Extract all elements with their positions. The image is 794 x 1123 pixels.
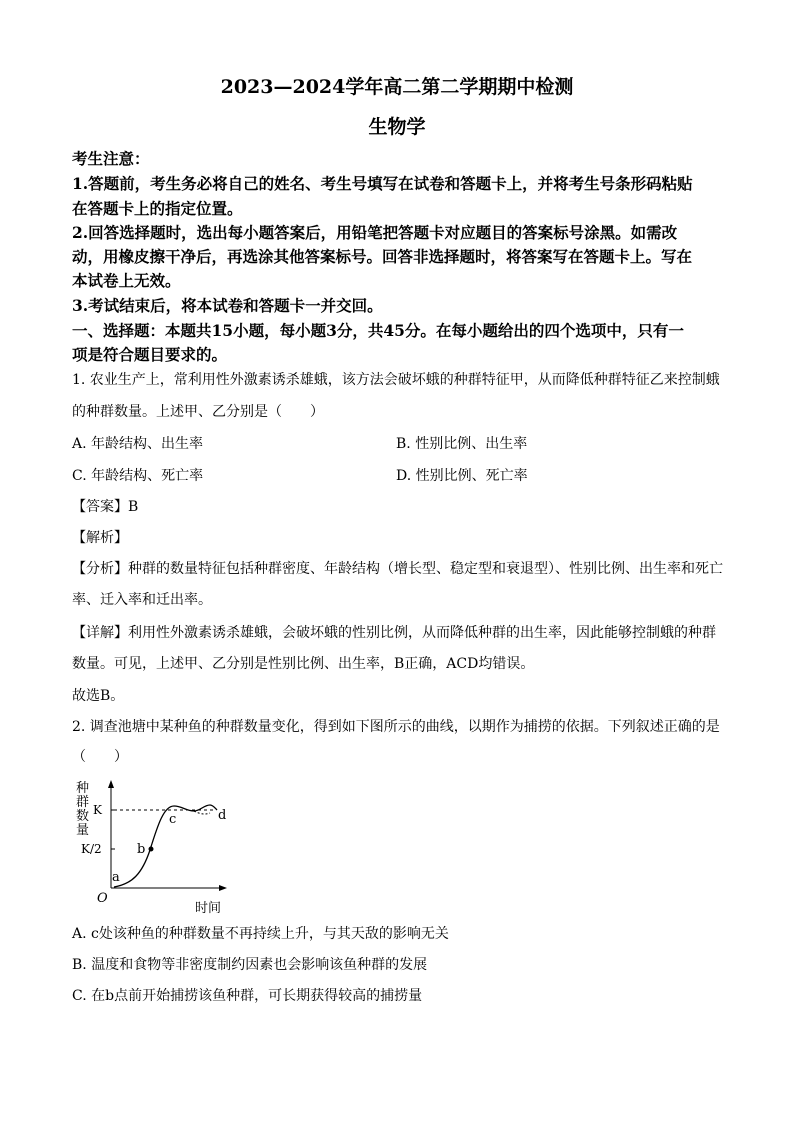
section-heading-line-1: 一、选择题：本题共15小题，每小题3分，共45分。在每小题给出的四个选项中，只有一	[72, 321, 684, 340]
q2-option-a: A. c处该种鱼的种群数量不再持续上升，与其天敌的影响无关	[72, 926, 449, 942]
figure-x-axis-arrow	[219, 885, 227, 891]
notice-item-2-line-2: 动，用橡皮擦干净后，再选涂其他答案标号。回答非选择题时，将答案写在答题卡上。写在	[72, 247, 693, 266]
figure-k-label: K	[93, 803, 102, 817]
figure-label-c: c	[169, 812, 177, 827]
figure-point-b	[149, 847, 154, 852]
notice-item-3: 3.考试结束后，将本试卷和答题卡一并交回。	[72, 296, 383, 315]
figure-origin-label: O	[97, 891, 108, 906]
figure-ylabel-char-3: 数	[76, 809, 90, 824]
q1-stem-line-1: 1. 农业生产上，常利用性外激素诱杀雄蛾，该方法会破坏蛾的种群特征甲，从而降低种群特征乙来控制蛾	[72, 372, 720, 388]
population-curve-figure	[70, 778, 240, 918]
figure-xlabel: 时间	[195, 901, 222, 916]
subject-title: 生物学	[368, 116, 426, 138]
q1-answer: 【答案】B	[72, 499, 139, 515]
q1-option-a: A. 年龄结构、出生率	[72, 436, 204, 452]
notice-item-2-line-1: 2.回答选择题时，选出每小题答案后，用铅笔把答题卡对应题目的答案标号涂黑。如需改	[72, 223, 678, 242]
q1-option-d: D. 性别比例、死亡率	[396, 468, 528, 484]
notice-heading: 考生注意：	[72, 149, 150, 168]
notice-item-1-line-2: 在答题卡上的指定位置。	[72, 199, 243, 218]
figure-curve-oscillation	[194, 811, 210, 814]
notice-item-1-line-1: 1.答题前，考生务必将自己的姓名、考生号填写在试卷和答题卡上，并将考生号条形码粘贴	[72, 174, 693, 193]
q2-stem-line-1: 2. 调查池塘中某种鱼的种群数量变化，得到如下图所示的曲线，以期作为捕捞的依据。下列叙述正确的是	[72, 719, 720, 735]
figure-k2-label: K/2	[81, 842, 102, 856]
q1-detail-line-1: 【详解】利用性外激素诱杀雄蛾，会破坏蛾的性别比例，从而降低种群的出生率，因此能够控制蛾的种群	[72, 625, 716, 641]
q2-option-c: C. 在b点前开始捕捞该鱼种群，可长期获得较高的捕捞量	[72, 988, 423, 1004]
section-heading-line-2: 项是符合题目要求的。	[72, 345, 228, 364]
figure-ylabel-char-4: 量	[76, 823, 90, 838]
figure-label-d: d	[218, 808, 227, 823]
figure-label-a: a	[112, 870, 120, 885]
q1-detail-line-2: 数量。可见，上述甲、乙分别是性别比例、出生率，B正确，ACD均错误。	[72, 656, 535, 672]
q1-stem-line-2: 的种群数量。上述甲、乙分别是（ ）	[72, 404, 324, 420]
notice-item-2-line-3: 本试卷上无效。	[72, 271, 181, 290]
q1-analysis-line-1: 【分析】种群的数量特征包括种群密度、年龄结构（增长型、稳定型和衰退型）、性别比例、出生率和死亡	[72, 561, 723, 577]
exam-title: 2023—2024学年高二第二学期期中检测	[220, 76, 574, 98]
q2-stem-line-2: （ ）	[72, 749, 128, 765]
figure-ylabel-char-1: 种	[76, 781, 90, 796]
q1-analysis-line-2: 率、迁入率和迁出率。	[72, 592, 212, 608]
q1-analysis-heading: 【解析】	[72, 530, 128, 546]
figure-population-curve	[114, 805, 217, 887]
figure-ylabel-char-2: 群	[76, 795, 90, 810]
q1-conclusion: 故选B。	[72, 688, 125, 704]
q1-option-b: B. 性别比例、出生率	[396, 436, 528, 452]
q2-option-b: B. 温度和食物等非密度制约因素也会影响该鱼种群的发展	[72, 957, 428, 973]
q1-option-c: C. 年龄结构、死亡率	[72, 468, 204, 484]
figure-label-b: b	[137, 842, 146, 857]
figure-y-axis-arrow	[108, 780, 114, 788]
